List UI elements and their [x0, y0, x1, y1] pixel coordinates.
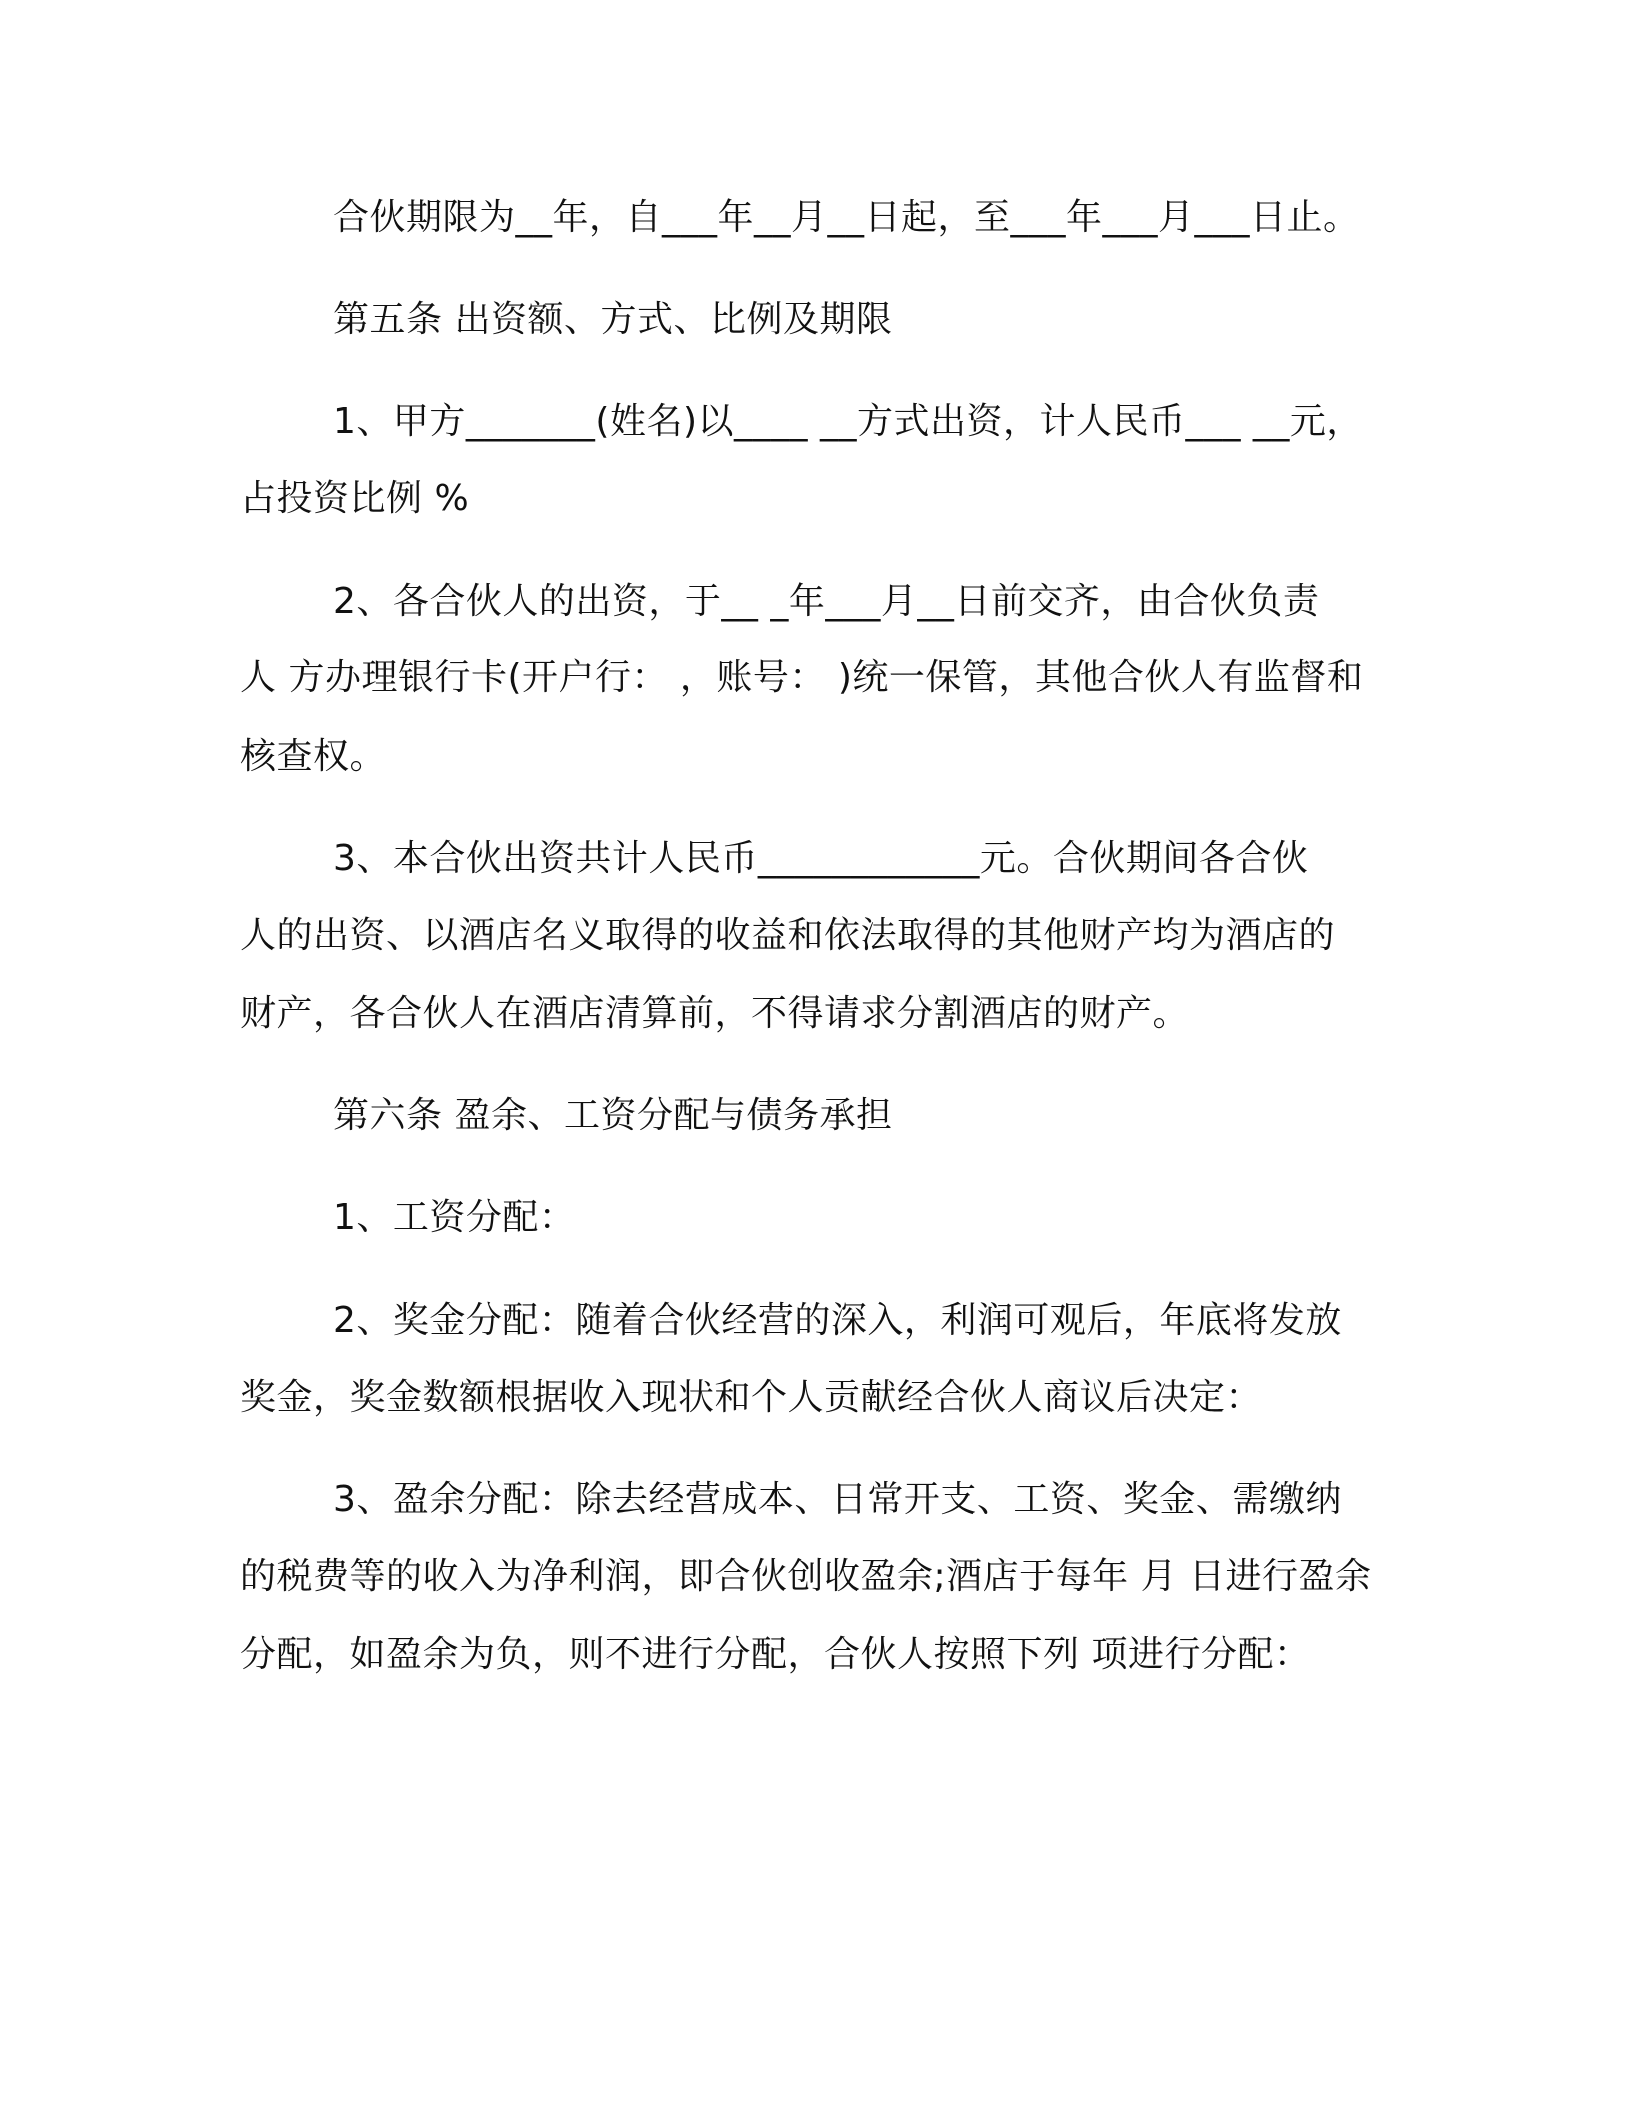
clause-6-3-line-1: 3、盈余分配：除去经营成本、日常开支、工资、奖金、需缴纳 — [333, 1479, 1342, 1520]
clause-6-1-line: 1、工资分配： — [333, 1197, 576, 1238]
clause-5-2-line-3: 核查权。 — [240, 736, 387, 777]
article-5-heading: 第五条 出资额、方式、比例及期限 — [333, 299, 893, 340]
article-6-heading: 第六条 盈余、工资分配与债务承担 — [333, 1095, 893, 1136]
clause-5-1-line-2: 占投资比例 % — [240, 478, 470, 519]
clause-6-2-line-2: 奖金，奖金数额根据收入现状和个人贡献经合伙人商议后决定： — [240, 1377, 1263, 1418]
clause-5-2-line-1: 2、各合伙人的出资，于__ _年___月__日前交齐，由合伙负责 — [333, 581, 1320, 622]
clause-5-2-line-2: 人 方办理银行卡(开户行： ，账号： )统一保管，其他合伙人有监督和 — [240, 657, 1364, 698]
clause-5-3-line-1: 3、本合伙出资共计人民币____________元。合伙期间各合伙 — [333, 838, 1309, 879]
clause-6-3-line-3: 分配，如盈余为负，则不进行分配，合伙人按照下列 项进行分配： — [240, 1634, 1311, 1675]
clause-6-3-line-2: 的税费等的收入为净利润，即合伙创收盈余;酒店于每年 月 日进行盈余 — [240, 1556, 1372, 1597]
partnership-term-line: 合伙期限为__年，自___年__月__日起，至___年___月___日止。 — [333, 197, 1360, 238]
clause-5-3-line-3: 财产，各合伙人在酒店清算前，不得请求分割酒店的财产。 — [240, 993, 1190, 1034]
clause-5-3-line-2: 人的出资、以酒店名义取得的收益和依法取得的其他财产均为酒店的 — [240, 915, 1336, 956]
clause-6-2-line-1: 2、奖金分配：随着合伙经营的深入，利润可观后，年底将发放 — [333, 1300, 1342, 1341]
clause-5-1-line-1: 1、甲方_______(姓名)以____ __方式出资，计人民币___ __元， — [333, 401, 1363, 442]
